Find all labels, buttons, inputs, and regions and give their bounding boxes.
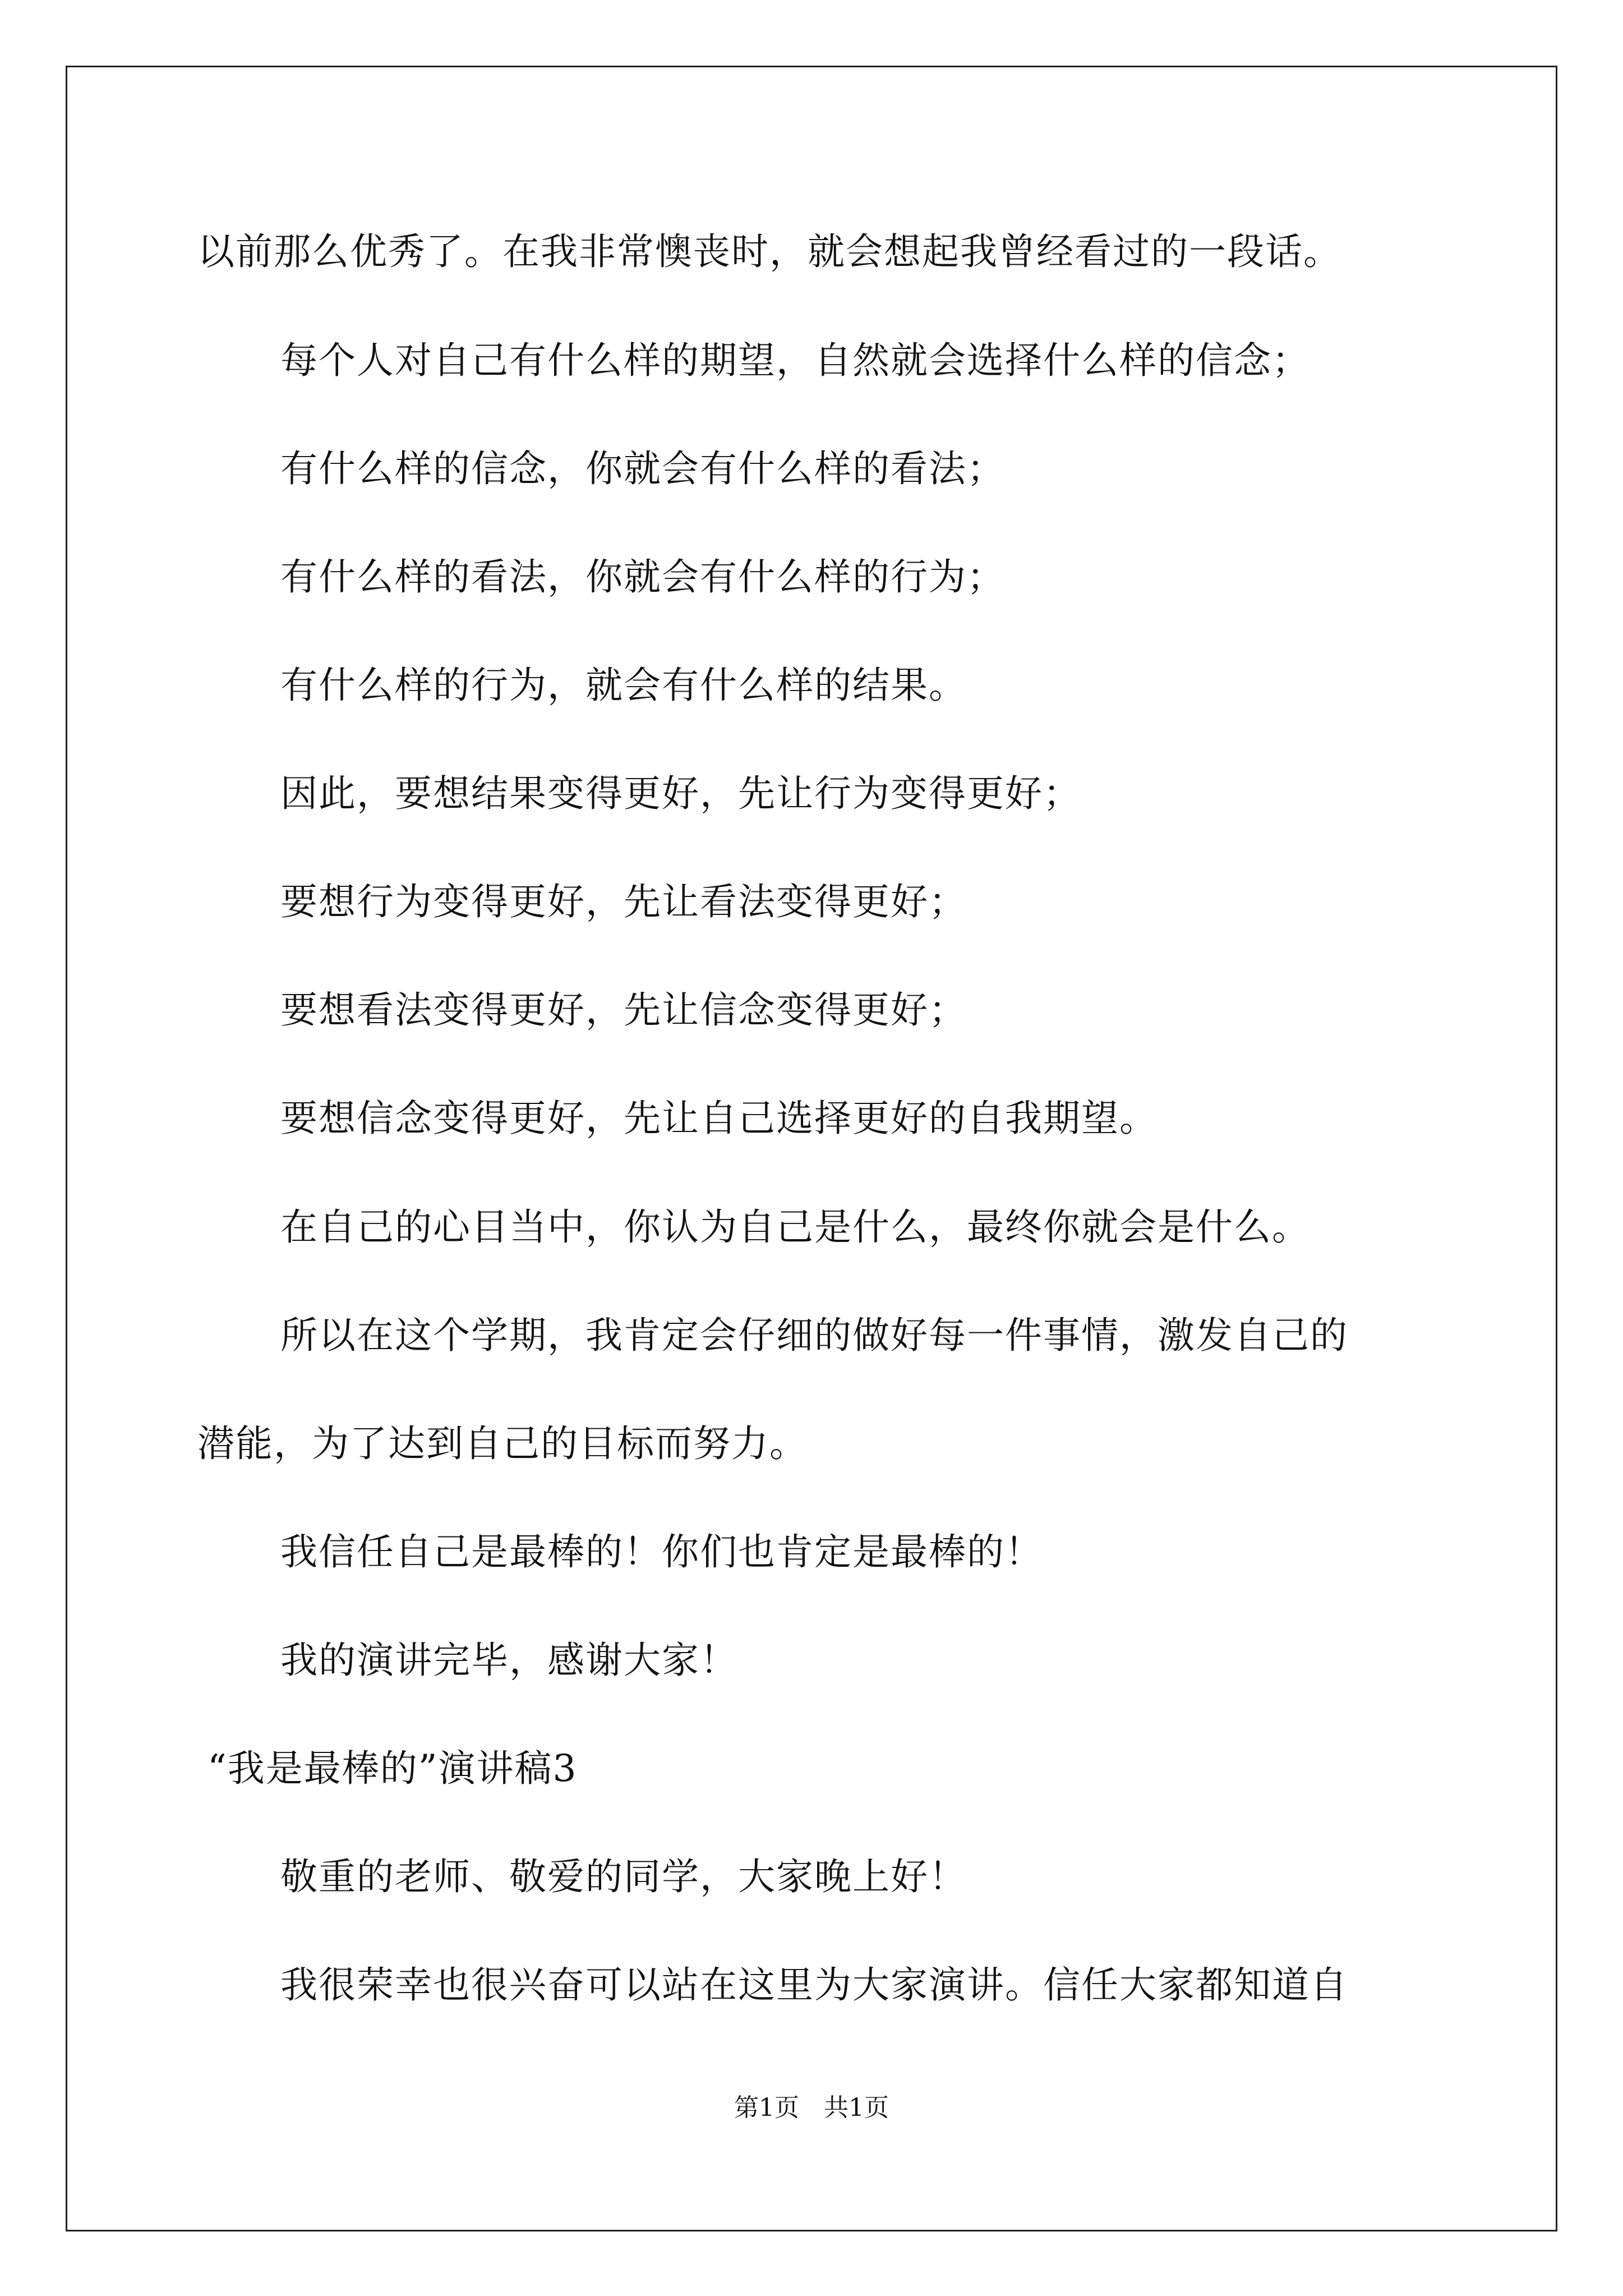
paragraph-line: 在自己的心目当中，你认为自己是什么，最终你就会是什么。 — [280, 1205, 1310, 1249]
paragraph-line: 每个人对自己有什么样的期望，自然就会选择什么样的信念； — [280, 339, 1310, 382]
paragraph-line: 有什么样的行为，就会有什么样的结果。 — [280, 664, 967, 707]
page-border — [66, 66, 1557, 2231]
paragraph-line: 因此，要想结果变得更好，先让行为变得更好； — [280, 772, 1081, 815]
paragraph-line: 我的演讲完毕，感谢大家！ — [280, 1639, 738, 1682]
paragraph-line: 潜能，为了达到自己的目标而努力。 — [197, 1422, 808, 1465]
paragraph-line: 要想看法变得更好，先让信念变得更好； — [280, 988, 967, 1032]
section-heading: “我是最棒的”演讲稿3 — [208, 1747, 578, 1790]
paragraph-line: 要想信念变得更好，先让自己选择更好的自我期望。 — [280, 1097, 1158, 1140]
paragraph-line: 以前那么优秀了。在我非常懊丧时，就会想起我曾经看过的一段话。 — [197, 230, 1341, 273]
paragraph-line: 有什么样的看法，你就会有什么样的行为； — [280, 555, 1005, 599]
paragraph-line: 要想行为变得更好，先让看法变得更好； — [280, 880, 967, 923]
paragraph-line: 敬重的老师、敬爱的同学，大家晚上好！ — [280, 1855, 967, 1898]
paragraph-line: 我信任自己是最棒的！你们也肯定是最棒的！ — [280, 1530, 1043, 1573]
page-number-footer: 第1页 共1页 — [734, 2093, 889, 2122]
paragraph-line: 有什么样的信念，你就会有什么样的看法； — [280, 447, 1005, 490]
paragraph-line: 我很荣幸也很兴奋可以站在这里为大家演讲。信任大家都知道自 — [280, 1963, 1348, 2007]
paragraph-line: 所以在这个学期，我肯定会仔细的做好每一件事情，激发自己的 — [280, 1314, 1348, 1357]
